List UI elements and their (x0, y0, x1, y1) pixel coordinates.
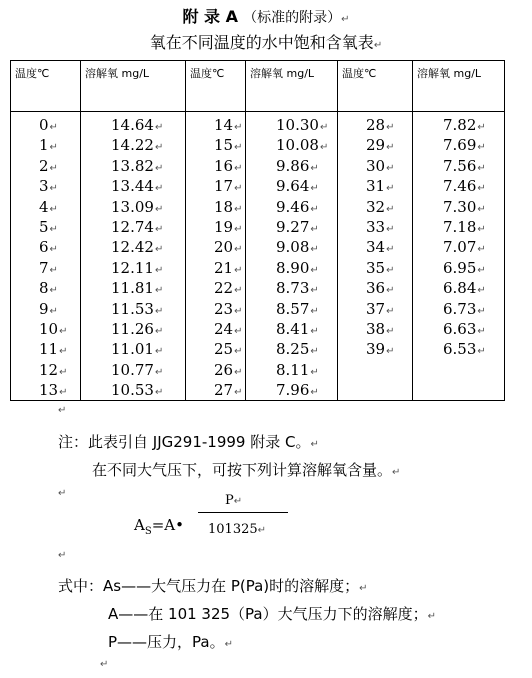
dissolved-oxygen-cell: 7.30↵ (443, 197, 486, 216)
temperature-cell: 6↵ (39, 238, 58, 257)
temperature-cell: 17↵ (214, 177, 243, 196)
temperature-cell: 10↵ (39, 319, 68, 338)
formula-numerator: P↵ (225, 493, 243, 508)
temperature-cell: 19↵ (214, 217, 243, 236)
dissolved-oxygen-cell: 7.82↵ (443, 116, 486, 134)
header-temp-1: 温度℃ (11, 61, 81, 112)
table-title: 氧在不同温度的水中饱和含氧表↵ (149, 33, 383, 52)
legend-line-1: 式中：As——大气压力在 P(Pa)时的溶解度；↵ (58, 577, 368, 595)
return-mark: ↵ (58, 550, 67, 561)
temperature-cell: 1↵ (39, 136, 58, 155)
dissolved-oxygen-cell: 13.09↵ (111, 197, 164, 216)
dissolved-oxygen-cell: 14.64↵ (111, 116, 164, 134)
do-column-1 (81, 112, 186, 401)
dissolved-oxygen-cell: 8.90↵ (276, 258, 319, 277)
temperature-cell: 15↵ (214, 136, 243, 155)
dissolved-oxygen-cell: 9.46↵ (276, 197, 319, 216)
temperature-cell: 0↵ (39, 116, 58, 134)
dissolved-oxygen-cell: 6.84↵ (443, 279, 486, 298)
return-mark: ↵ (58, 488, 67, 499)
temp-column-3 (338, 112, 413, 401)
do-column-3 (413, 112, 505, 401)
temperature-cell: 25↵ (214, 340, 243, 359)
temperature-cell: 32↵ (366, 197, 395, 216)
dissolved-oxygen-cell: 6.73↵ (443, 299, 486, 318)
dissolved-oxygen-cell: 9.08↵ (276, 238, 319, 257)
header-do-2: 溶解氧 mg/L (246, 61, 338, 112)
dissolved-oxygen-cell: 11.81↵ (111, 279, 164, 298)
temperature-cell: 5↵ (39, 217, 58, 236)
temperature-cell: 35↵ (366, 258, 395, 277)
temperature-cell: 2↵ (39, 156, 58, 175)
dissolved-oxygen-cell: 9.27↵ (276, 217, 319, 236)
dissolved-oxygen-cell: 8.73↵ (276, 279, 319, 298)
fraction-bar (198, 512, 288, 513)
temperature-cell: 22↵ (214, 279, 243, 298)
dissolved-oxygen-cell: 7.07↵ (443, 238, 486, 257)
temperature-cell: 33↵ (366, 217, 395, 236)
dissolved-oxygen-cell: 12.74↵ (111, 217, 164, 236)
header-do-1: 溶解氧 mg/L (81, 61, 186, 112)
table-body-row (11, 112, 505, 401)
dissolved-oxygen-cell: 13.44↵ (111, 177, 164, 196)
legend-line-3: P——压力，Pa。↵ (108, 633, 233, 651)
dissolved-oxygen-cell: 13.82↵ (111, 156, 164, 175)
temperature-cell: 36↵ (366, 279, 395, 298)
dissolved-oxygen-cell: 7.96↵ (276, 381, 319, 400)
instruction-note: 在不同大气压下，可按下列计算溶解氧含量。↵ (92, 461, 401, 479)
temperature-cell: 8↵ (39, 279, 58, 298)
formula-denominator: 101325↵ (208, 522, 267, 537)
appendix-heading (0, 4, 532, 27)
dissolved-oxygen-cell: 9.64↵ (276, 177, 319, 196)
temperature-cell: 11↵ (39, 340, 68, 359)
appendix-label: 附 录 A (182, 7, 239, 26)
source-note: 注：此表引自 JJG291-1999 附录 C。↵ (58, 433, 319, 451)
temperature-cell: 21↵ (214, 258, 243, 277)
dissolved-oxygen-cell: 10.77↵ (111, 360, 164, 379)
dissolved-oxygen-cell: 10.53↵ (111, 381, 164, 400)
dissolved-oxygen-cell: 7.18↵ (443, 217, 486, 236)
dissolved-oxygen-cell: 12.11↵ (111, 258, 164, 277)
temperature-cell: 27↵ (214, 381, 243, 400)
temperature-cell: 31↵ (366, 177, 395, 196)
temperature-cell: 12↵ (39, 360, 68, 379)
oxygen-saturation-table (10, 60, 505, 401)
temperature-cell: 16↵ (214, 156, 243, 175)
dissolved-oxygen-cell: 8.41↵ (276, 319, 319, 338)
return-mark: ↵ (58, 405, 67, 416)
dissolved-oxygen-cell: 14.22↵ (111, 136, 164, 155)
temperature-cell: 37↵ (366, 299, 395, 318)
temp-column-2 (186, 112, 246, 401)
dissolved-oxygen-cell: 9.86↵ (276, 156, 319, 175)
temperature-cell: 4↵ (39, 197, 58, 216)
temperature-cell: 28↵ (366, 116, 395, 134)
dissolved-oxygen-cell: 6.95↵ (443, 258, 486, 277)
temperature-cell: 30↵ (366, 156, 395, 175)
temperature-cell: 38↵ (366, 319, 395, 338)
temperature-cell: 24↵ (214, 319, 243, 338)
return-mark: ↵ (100, 659, 109, 670)
dissolved-oxygen-cell: 6.53↵ (443, 340, 486, 359)
dissolved-oxygen-cell: 10.30↵ (276, 116, 329, 134)
temperature-cell: 20↵ (214, 238, 243, 257)
header-do-3: 溶解氧 mg/L (413, 61, 505, 112)
header-temp-3: 温度℃ (338, 61, 413, 112)
dissolved-oxygen-cell: 7.56↵ (443, 156, 486, 175)
temperature-cell: 23↵ (214, 299, 243, 318)
dissolved-oxygen-cell: 8.11↵ (276, 360, 319, 379)
dissolved-oxygen-cell: 8.57↵ (276, 299, 319, 318)
return-mark: ↵ (341, 14, 350, 25)
table-header-row (11, 61, 505, 112)
return-mark: ↵ (373, 40, 383, 51)
do-column-2 (246, 112, 338, 401)
temperature-cell: 29↵ (366, 136, 395, 155)
temperature-cell: 34↵ (366, 238, 395, 257)
dissolved-oxygen-cell: 11.53↵ (111, 299, 164, 318)
dissolved-oxygen-cell: 7.46↵ (443, 177, 486, 196)
temperature-cell: 18↵ (214, 197, 243, 216)
temperature-cell: 26↵ (214, 360, 243, 379)
temperature-cell: 7↵ (39, 258, 58, 277)
appendix-qualifier: （标准的附录） (243, 10, 342, 26)
dissolved-oxygen-cell: 10.08↵ (276, 136, 329, 155)
formula-lhs: $A_S=A•$ (134, 516, 184, 537)
temperature-cell: 9↵ (39, 299, 58, 318)
temp-column-1 (11, 112, 81, 401)
legend-line-2: A——在 101 325（Pa）大气压力下的溶解度；↵ (108, 605, 437, 623)
temperature-cell: 13↵ (39, 381, 68, 400)
dissolved-oxygen-cell: 11.26↵ (111, 319, 164, 338)
dissolved-oxygen-cell: 11.01↵ (111, 340, 164, 359)
temperature-cell: 39↵ (366, 340, 395, 359)
temperature-cell: 14↵ (214, 116, 243, 134)
dissolved-oxygen-cell: 6.63↵ (443, 319, 486, 338)
dissolved-oxygen-cell: 12.42↵ (111, 238, 164, 257)
dissolved-oxygen-cell: 7.69↵ (443, 136, 486, 155)
temperature-cell: 3↵ (39, 177, 58, 196)
dissolved-oxygen-cell: 8.25↵ (276, 340, 319, 359)
header-temp-2: 温度℃ (186, 61, 246, 112)
